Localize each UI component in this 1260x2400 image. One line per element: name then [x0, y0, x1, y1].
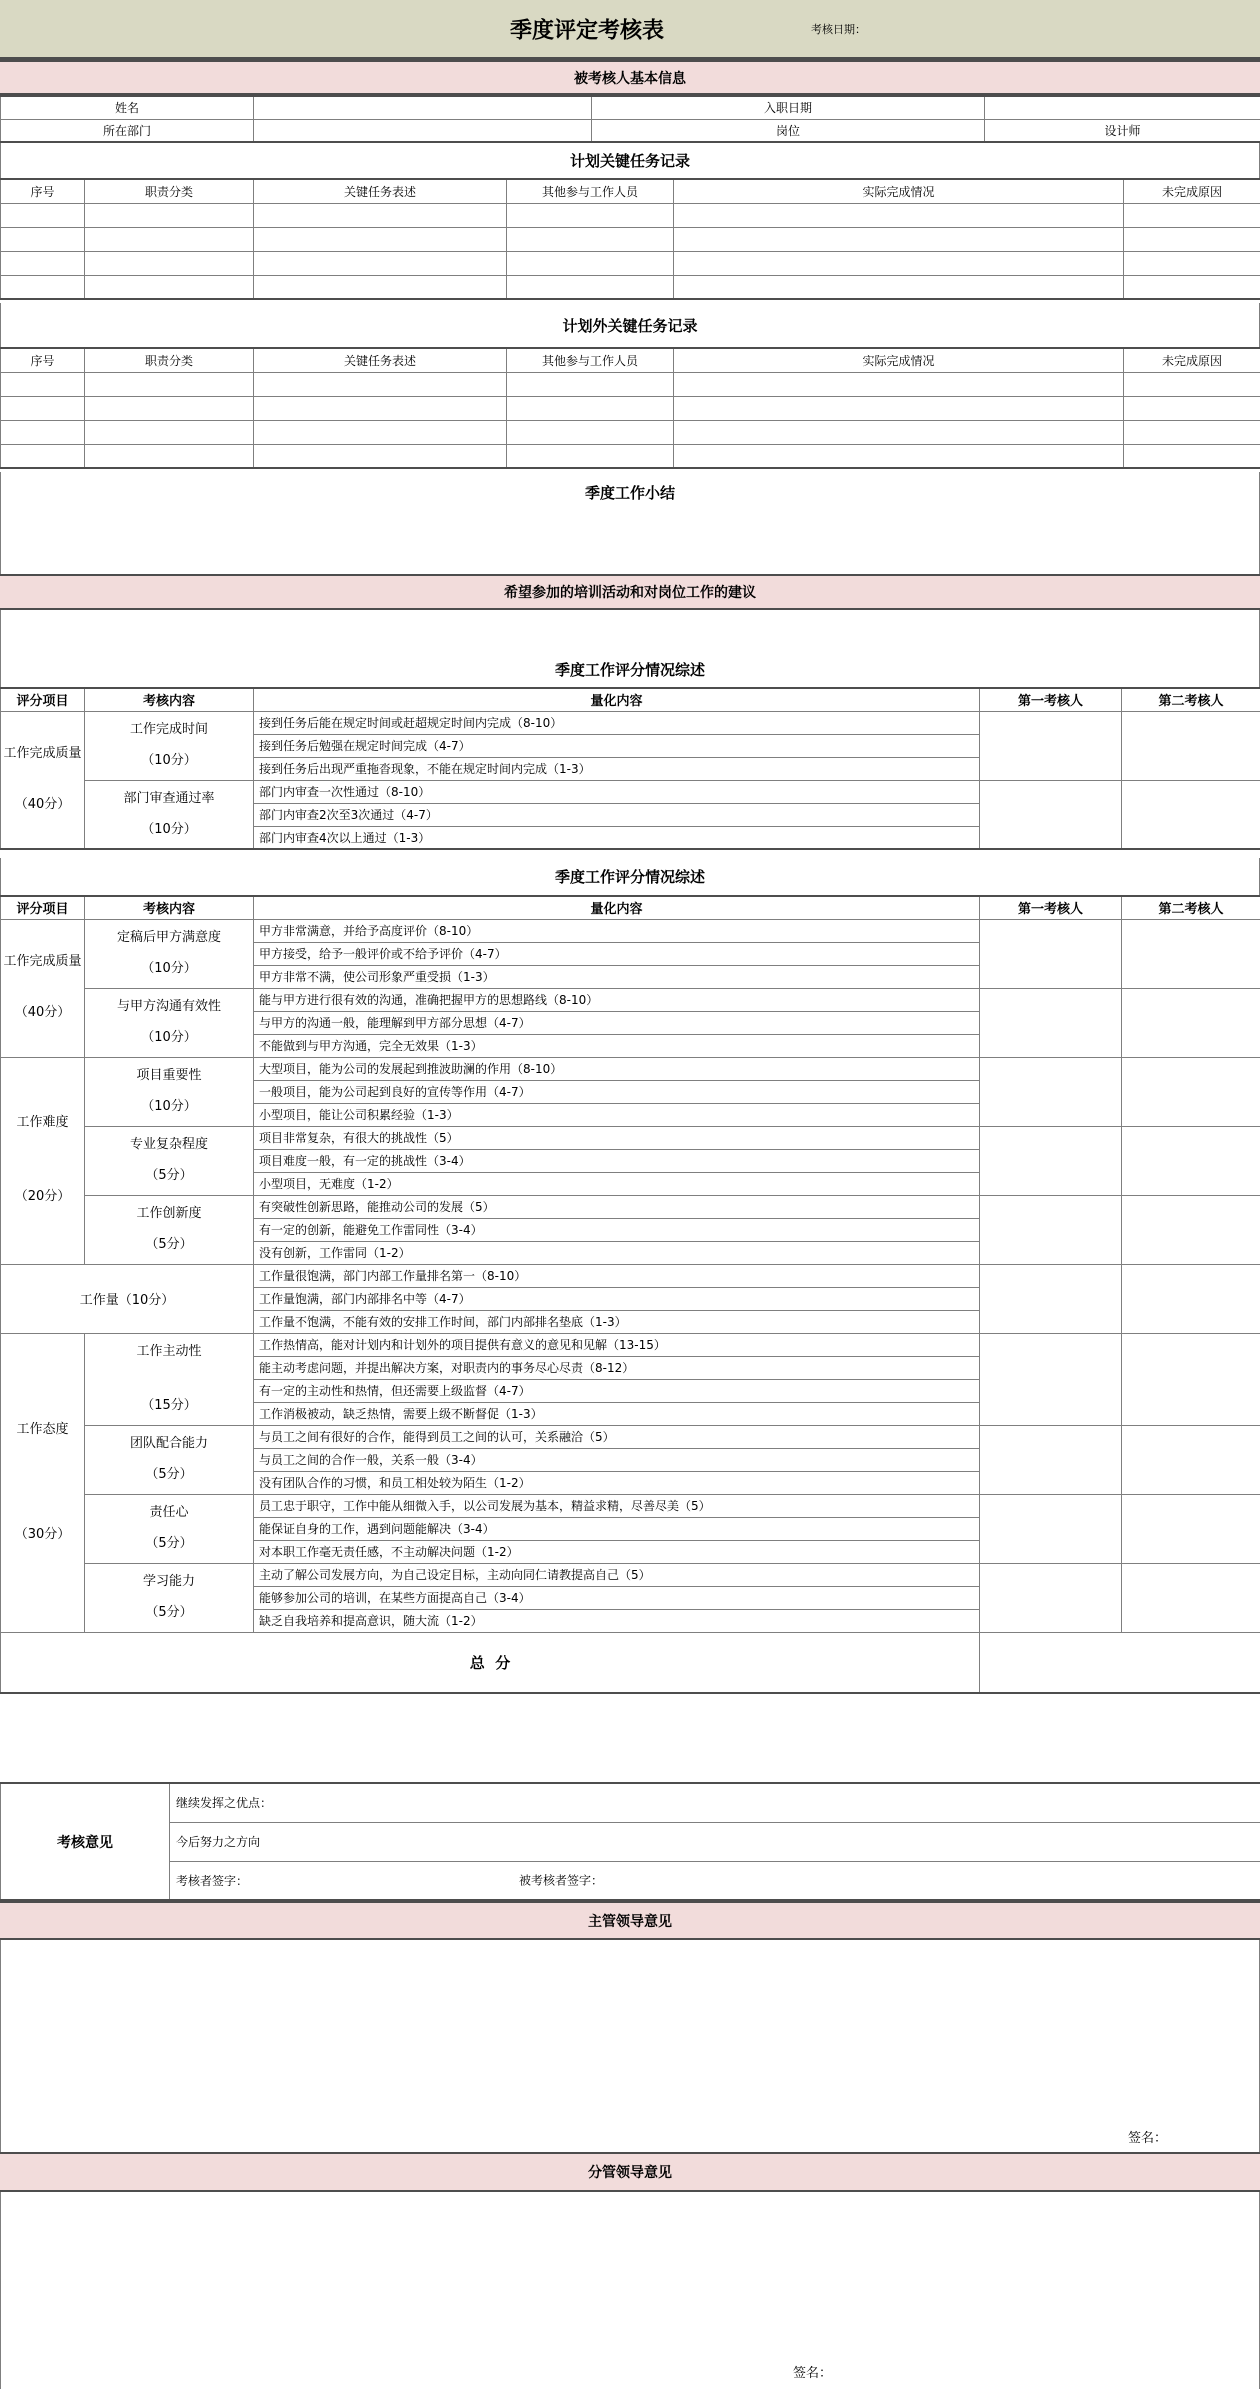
assessor2-score-cell[interactable]	[1122, 1057, 1260, 1126]
criteria-name: 专业复杂程度	[129, 1136, 208, 1152]
criteria-name: 工作主动性	[136, 1343, 202, 1359]
task-input-cell[interactable]	[1124, 396, 1260, 420]
basic-info-band-title: 被考核人基本信息	[574, 70, 686, 87]
score-quant-cell: 缺乏自我培养和提高意识，随大流（1-2）	[254, 1609, 980, 1632]
score-quant-cell: 部门内审查4次以上通过（1-3）	[254, 826, 980, 849]
score-row	[1, 988, 1260, 1011]
info-label: 所在部门	[1, 119, 254, 142]
score-quant-cell: 能够参加公司的培训，在某些方面提高自己（3-4）	[254, 1586, 980, 1609]
score-table-b	[0, 895, 1260, 1694]
criteria-name: 与甲方沟通有效性	[116, 998, 221, 1014]
task-input-cell[interactable]	[1, 203, 85, 227]
assessor1-score-cell[interactable]	[980, 1494, 1122, 1563]
criteria-score: （5分）	[145, 1536, 193, 1552]
score-header-cell: 评分项目	[1, 688, 85, 711]
score-quant-cell: 能主动考虑问题，并提出解决方案，对职责内的事务尽心尽责（8-12）	[254, 1356, 980, 1379]
criteria-name: 工作完成时间	[129, 721, 208, 737]
info-value-input[interactable]	[254, 96, 592, 119]
score-quant-cell: 与员工之间有很好的合作，能得到员工之间的认可，关系融洽（5）	[254, 1425, 980, 1448]
task-input-cell[interactable]	[507, 420, 674, 444]
task-input-cell[interactable]	[85, 203, 254, 227]
assessor1-score-cell[interactable]	[980, 1126, 1122, 1195]
score-header-cell: 考核内容	[85, 688, 254, 711]
criteria-score: （10分）	[141, 1030, 197, 1046]
assessor2-score-cell[interactable]	[1122, 1563, 1260, 1632]
training-suggestion-input-area[interactable]	[0, 610, 1260, 651]
project-score: （40分）	[14, 797, 71, 813]
task-input-cell[interactable]	[254, 251, 507, 275]
score-table-a	[0, 687, 1260, 850]
score-quant-cell: 没有创新，工作雷同（1-2）	[254, 1241, 980, 1264]
assessor2-score-cell[interactable]	[1122, 711, 1260, 780]
score-header-cell: 评分项目	[1, 896, 85, 919]
score-row	[1, 1425, 1260, 1448]
score-criteria-cell	[85, 1057, 254, 1126]
assessor1-score-cell[interactable]	[980, 919, 1122, 988]
score-header-cell: 第一考核人	[980, 688, 1122, 711]
score-quant-cell: 没有团队合作的习惯，和员工相处较为陌生（1-2）	[254, 1471, 980, 1494]
leader-signature-label: 签名：	[793, 2366, 833, 2381]
task-header-cell: 其他参与工作人员	[507, 348, 674, 372]
supervisor-opinion-input-area[interactable]	[0, 1940, 1260, 2152]
score-quant-cell: 甲方非常不满，使公司形象严重受损（1-3）	[254, 965, 980, 988]
task-input-cell[interactable]	[674, 251, 1124, 275]
info-label: 姓名	[1, 96, 254, 119]
score-section-title-2: 季度工作评分情况综述	[0, 858, 1260, 895]
score-quant-cell: 工作量饱满，部门内部排名中等（4-7）	[254, 1287, 980, 1310]
task-input-cell[interactable]	[507, 251, 674, 275]
score-row	[1, 1057, 1260, 1080]
score-criteria-cell	[85, 1195, 254, 1264]
score-row	[1, 1126, 1260, 1149]
score-header-row	[1, 688, 1260, 711]
criteria-score: （5分）	[145, 1237, 193, 1253]
score-quant-cell: 项目非常复杂，有很大的挑战性（5）	[254, 1126, 980, 1149]
assessor2-score-cell[interactable]	[1122, 919, 1260, 988]
task-header-cell: 实际完成情况	[674, 179, 1124, 203]
score-quant-cell: 能保证自身的工作，遇到问题能解决（3-4）	[254, 1517, 980, 1540]
score-criteria-cell	[85, 919, 254, 988]
task-row	[1, 372, 1260, 396]
task-input-cell[interactable]	[254, 372, 507, 396]
task-input-cell[interactable]	[507, 203, 674, 227]
task-header-cell: 序号	[1, 179, 85, 203]
assessor2-score-cell[interactable]	[1122, 1494, 1260, 1563]
supervisor-opinion-band-title: 主管领导意见	[588, 1913, 672, 1930]
basic-info-table	[0, 95, 1260, 143]
assessor2-score-cell[interactable]	[1122, 1195, 1260, 1264]
task-input-cell[interactable]	[1, 275, 85, 299]
task-input-cell[interactable]	[674, 227, 1124, 251]
score-row	[1, 1333, 1260, 1356]
score-row	[1, 1195, 1260, 1218]
score-header-cell: 量化内容	[254, 688, 980, 711]
assessor1-score-cell[interactable]	[980, 1563, 1122, 1632]
score-quant-cell: 工作量很饱满，部门内部工作量排名第一（8-10）	[254, 1264, 980, 1287]
review-label: 考核意见	[1, 1783, 170, 1900]
review-direction-label: 今后努力之方向	[176, 1835, 261, 1849]
task-input-cell[interactable]	[254, 203, 507, 227]
review-direction-cell[interactable]	[170, 1822, 1260, 1861]
task-input-cell[interactable]	[1124, 372, 1260, 396]
score-project-cell	[1, 1333, 85, 1632]
assess-date-label: 考核日期：	[811, 22, 866, 36]
assessor1-score-cell[interactable]	[980, 1264, 1122, 1333]
task-input-cell[interactable]	[254, 444, 507, 468]
score-criteria-cell	[85, 1333, 254, 1425]
score-project-cell	[1, 919, 85, 1057]
project-score: （40分）	[14, 1005, 71, 1021]
assessor2-score-cell[interactable]	[1122, 1333, 1260, 1425]
task-row	[1, 227, 1260, 251]
score-quant-cell: 部门内审查2次至3次通过（4-7）	[254, 803, 980, 826]
score-header-cell: 第二考核人	[1122, 896, 1260, 919]
criteria-score: （10分）	[141, 1099, 197, 1115]
task-input-cell[interactable]	[1, 251, 85, 275]
quarter-summary-input-area[interactable]	[0, 512, 1260, 574]
score-criteria-cell	[85, 1494, 254, 1563]
criteria-name: 责任心	[149, 1504, 189, 1520]
supervisor-signature-label: 签名：	[1127, 2131, 1167, 2146]
info-value-input[interactable]: 设计师	[985, 119, 1260, 142]
quarter-summary-title: 季度工作小结	[0, 472, 1260, 512]
criteria-score: （10分）	[141, 821, 197, 837]
score-quant-cell: 员工忠于职守，工作中能从细微入手，以公司发展为基本，精益求精，尽善尽美（5）	[254, 1494, 980, 1517]
project-name: 工作完成质量	[3, 746, 82, 762]
score-header-cell: 第二考核人	[1122, 688, 1260, 711]
criteria-name: 项目重要性	[136, 1067, 202, 1083]
project-name: 工作完成质量	[3, 954, 82, 970]
task-input-cell[interactable]	[507, 227, 674, 251]
score-quant-cell: 有一定的主动性和热情，但还需要上级监督（4-7）	[254, 1379, 980, 1402]
task-input-cell[interactable]	[85, 227, 254, 251]
task-header-cell: 关键任务表述	[254, 179, 507, 203]
task-input-cell[interactable]	[674, 275, 1124, 299]
total-score-input[interactable]	[980, 1632, 1260, 1693]
task-input-cell[interactable]	[85, 420, 254, 444]
task-input-cell[interactable]	[507, 372, 674, 396]
basic-info-band	[0, 60, 1260, 95]
score-criteria-cell	[85, 1126, 254, 1195]
total-score-label: 总 分	[1, 1632, 980, 1693]
task-input-cell[interactable]	[254, 227, 507, 251]
score-quant-cell: 主动了解公司发展方向，为自己设定目标，主动向同仁请教提高自己（5）	[254, 1563, 980, 1586]
score-quant-cell: 接到任务后勉强在规定时间完成（4-7）	[254, 734, 980, 757]
task-row	[1, 251, 1260, 275]
planned-tasks-title: 计划关键任务记录	[0, 143, 1260, 178]
score-quant-cell: 甲方非常满意，并给予高度评价（8-10）	[254, 919, 980, 942]
score-header-cell: 第一考核人	[980, 896, 1122, 919]
score-row	[1, 711, 1260, 734]
task-input-cell[interactable]	[674, 444, 1124, 468]
task-input-cell[interactable]	[674, 203, 1124, 227]
training-suggestion-band-title: 希望参加的培训活动和对岗位工作的建议	[504, 585, 756, 601]
score-row	[1, 1563, 1260, 1586]
task-header-cell: 关键任务表述	[254, 348, 507, 372]
review-table	[0, 1782, 1260, 1901]
score-quant-cell: 不能做到与甲方沟通，完全无效果（1-3）	[254, 1034, 980, 1057]
leader-opinion-band	[0, 2152, 1260, 2192]
task-input-cell[interactable]	[1, 227, 85, 251]
assessor1-score-cell[interactable]	[980, 1057, 1122, 1126]
task-row	[1, 396, 1260, 420]
score-criteria-cell	[85, 1425, 254, 1494]
task-input-cell[interactable]	[85, 275, 254, 299]
assessor2-score-cell[interactable]	[1122, 1425, 1260, 1494]
score-quant-cell: 工作消极被动，缺乏热情，需要上级不断督促（1-3）	[254, 1402, 980, 1425]
task-input-cell[interactable]	[85, 444, 254, 468]
score-criteria-cell	[85, 780, 254, 849]
score-quant-cell: 有突破性创新思路，能推动公司的发展（5）	[254, 1195, 980, 1218]
score-quant-cell: 能与甲方进行很有效的沟通，准确把握甲方的思想路线（8-10）	[254, 988, 980, 1011]
criteria-name: 定稿后甲方满意度	[116, 929, 221, 945]
criteria-name: 工作创新度	[136, 1205, 202, 1221]
review-strengths-label: 继续发挥之优点：	[176, 1796, 273, 1811]
info-value-input[interactable]	[985, 96, 1260, 119]
score-quant-cell: 有一定的创新，能避免工作雷同性（3-4）	[254, 1218, 980, 1241]
info-value-input[interactable]	[254, 119, 592, 142]
unplanned-tasks-title: 计划外关键任务记录	[0, 303, 1260, 347]
task-input-cell[interactable]	[507, 444, 674, 468]
task-row	[1, 444, 1260, 468]
review-signatures-cell[interactable]	[170, 1861, 1260, 1900]
task-input-cell[interactable]	[85, 372, 254, 396]
score-quant-cell: 工作热情高，能对计划内和计划外的项目提供有意义的意见和见解（13-15）	[254, 1333, 980, 1356]
info-label: 入职日期	[592, 96, 985, 119]
task-row	[1, 203, 1260, 227]
score-header-cell: 考核内容	[85, 896, 254, 919]
score-quant-cell: 小型项目，无难度（1-2）	[254, 1172, 980, 1195]
total-score-row	[1, 1632, 1260, 1693]
task-input-cell[interactable]	[254, 275, 507, 299]
task-header-row	[1, 179, 1260, 203]
task-input-cell[interactable]	[1, 444, 85, 468]
task-input-cell[interactable]	[1, 420, 85, 444]
task-input-cell[interactable]	[1124, 420, 1260, 444]
planned-tasks-table	[0, 178, 1260, 300]
score-quant-cell: 对本职工作毫无责任感，不主动解决问题（1-2）	[254, 1540, 980, 1563]
task-input-cell[interactable]	[85, 396, 254, 420]
score-criteria-cell	[85, 711, 254, 780]
training-suggestion-band	[0, 574, 1260, 610]
assessor1-score-cell[interactable]	[980, 711, 1122, 780]
task-input-cell[interactable]	[1124, 444, 1260, 468]
review-strengths-cell[interactable]	[170, 1783, 1260, 1822]
criteria-score: （5分）	[145, 1168, 193, 1184]
task-input-cell[interactable]	[507, 396, 674, 420]
criteria-score: （5分）	[145, 1467, 193, 1483]
score-row	[1, 1494, 1260, 1517]
criteria-name: 团队配合能力	[129, 1435, 208, 1451]
task-input-cell[interactable]	[254, 396, 507, 420]
score-quant-cell: 项目难度一般，有一定的挑战性（3-4）	[254, 1149, 980, 1172]
task-input-cell[interactable]	[1, 396, 85, 420]
task-input-cell[interactable]	[254, 420, 507, 444]
assessor2-score-cell[interactable]	[1122, 988, 1260, 1057]
leader-opinion-input-area[interactable]	[0, 2192, 1260, 2389]
task-header-cell: 未完成原因	[1124, 179, 1260, 203]
assessor1-score-cell[interactable]	[980, 1333, 1122, 1425]
score-header-row	[1, 896, 1260, 919]
task-row	[1, 275, 1260, 299]
criteria-score: （10分）	[141, 961, 197, 977]
score-quant-cell: 小型项目，能让公司积累经验（1-3）	[254, 1103, 980, 1126]
assessor-signature-label: 考核者签字：	[176, 1873, 249, 1888]
assessor1-score-cell[interactable]	[980, 1195, 1122, 1264]
task-input-cell[interactable]	[674, 420, 1124, 444]
task-header-cell: 其他参与工作人员	[507, 179, 674, 203]
project-score: （20分）	[14, 1189, 71, 1205]
score-quant-cell: 一般项目，能为公司起到良好的宣传等作用（4-7）	[254, 1080, 980, 1103]
score-project-cell: 工作量（10分）	[1, 1264, 254, 1333]
score-quant-cell: 甲方接受，给予一般评价或不给予评价（4-7）	[254, 942, 980, 965]
score-quant-cell: 工作量不饱满，不能有效的安排工作时间，部门内部排名垫底（1-3）	[254, 1310, 980, 1333]
leader-opinion-band-title: 分管领导意见	[588, 2165, 672, 2181]
info-label: 岗位	[592, 119, 985, 142]
score-quant-cell: 与甲方的沟通一般，能理解到甲方部分思想（4-7）	[254, 1011, 980, 1034]
project-name: 工作难度	[16, 1115, 69, 1131]
assessor1-score-cell[interactable]	[980, 1425, 1122, 1494]
task-header-cell: 职责分类	[85, 179, 254, 203]
task-input-cell[interactable]	[1124, 275, 1260, 299]
score-quant-cell: 与员工之间的合作一般，关系一般（3-4）	[254, 1448, 980, 1471]
score-criteria-cell	[85, 1563, 254, 1632]
score-row	[1, 1264, 1260, 1287]
score-project-cell	[1, 1057, 85, 1264]
basic-info-row	[1, 96, 1260, 119]
basic-info-row	[1, 119, 1260, 142]
assessee-signature-label: 被考核者签字：	[519, 1873, 604, 1888]
unplanned-tasks-table	[0, 347, 1260, 469]
task-input-cell[interactable]	[1124, 251, 1260, 275]
score-header-cell: 量化内容	[254, 896, 980, 919]
criteria-score: （15分）	[141, 1398, 197, 1414]
criteria-name: 学习能力	[142, 1573, 195, 1589]
task-header-cell: 实际完成情况	[674, 348, 1124, 372]
task-header-cell: 未完成原因	[1124, 348, 1260, 372]
task-input-cell[interactable]	[1124, 227, 1260, 251]
task-header-cell: 序号	[1, 348, 85, 372]
score-row	[1, 919, 1260, 942]
supervisor-opinion-band	[0, 1901, 1260, 1940]
score-section-title-1: 季度工作评分情况综述	[0, 651, 1260, 687]
assessor2-score-cell[interactable]	[1122, 1264, 1260, 1333]
criteria-name: 部门审查通过率	[123, 790, 215, 806]
assessor2-score-cell[interactable]	[1122, 780, 1260, 849]
page-title: 季度评定考核表	[509, 18, 665, 43]
task-input-cell[interactable]	[1124, 203, 1260, 227]
score-quant-cell: 部门内审查一次性通过（8-10）	[254, 780, 980, 803]
task-input-cell[interactable]	[674, 396, 1124, 420]
spacer	[0, 1694, 1260, 1782]
title-bar	[0, 0, 1260, 60]
task-row	[1, 420, 1260, 444]
task-input-cell[interactable]	[85, 251, 254, 275]
score-quant-cell: 大型项目，能为公司的发展起到推波助澜的作用（8-10）	[254, 1057, 980, 1080]
project-name: 工作态度	[16, 1422, 69, 1437]
score-quant-cell: 接到任务后能在规定时间或赶超规定时间内完成（8-10）	[254, 711, 980, 734]
assessor1-score-cell[interactable]	[980, 780, 1122, 849]
criteria-score: （5分）	[145, 1605, 193, 1621]
assessor1-score-cell[interactable]	[980, 988, 1122, 1057]
score-project-cell	[1, 711, 85, 849]
task-header-cell: 职责分类	[85, 348, 254, 372]
task-input-cell[interactable]	[1, 372, 85, 396]
score-criteria-cell	[85, 988, 254, 1057]
task-input-cell[interactable]	[507, 275, 674, 299]
task-input-cell[interactable]	[674, 372, 1124, 396]
assessor2-score-cell[interactable]	[1122, 1126, 1260, 1195]
score-quant-cell: 接到任务后出现严重拖沓现象，不能在规定时间内完成（1-3）	[254, 757, 980, 780]
task-header-row	[1, 348, 1260, 372]
score-row	[1, 780, 1260, 803]
project-score: （30分）	[14, 1526, 71, 1542]
criteria-score: （10分）	[141, 753, 197, 769]
